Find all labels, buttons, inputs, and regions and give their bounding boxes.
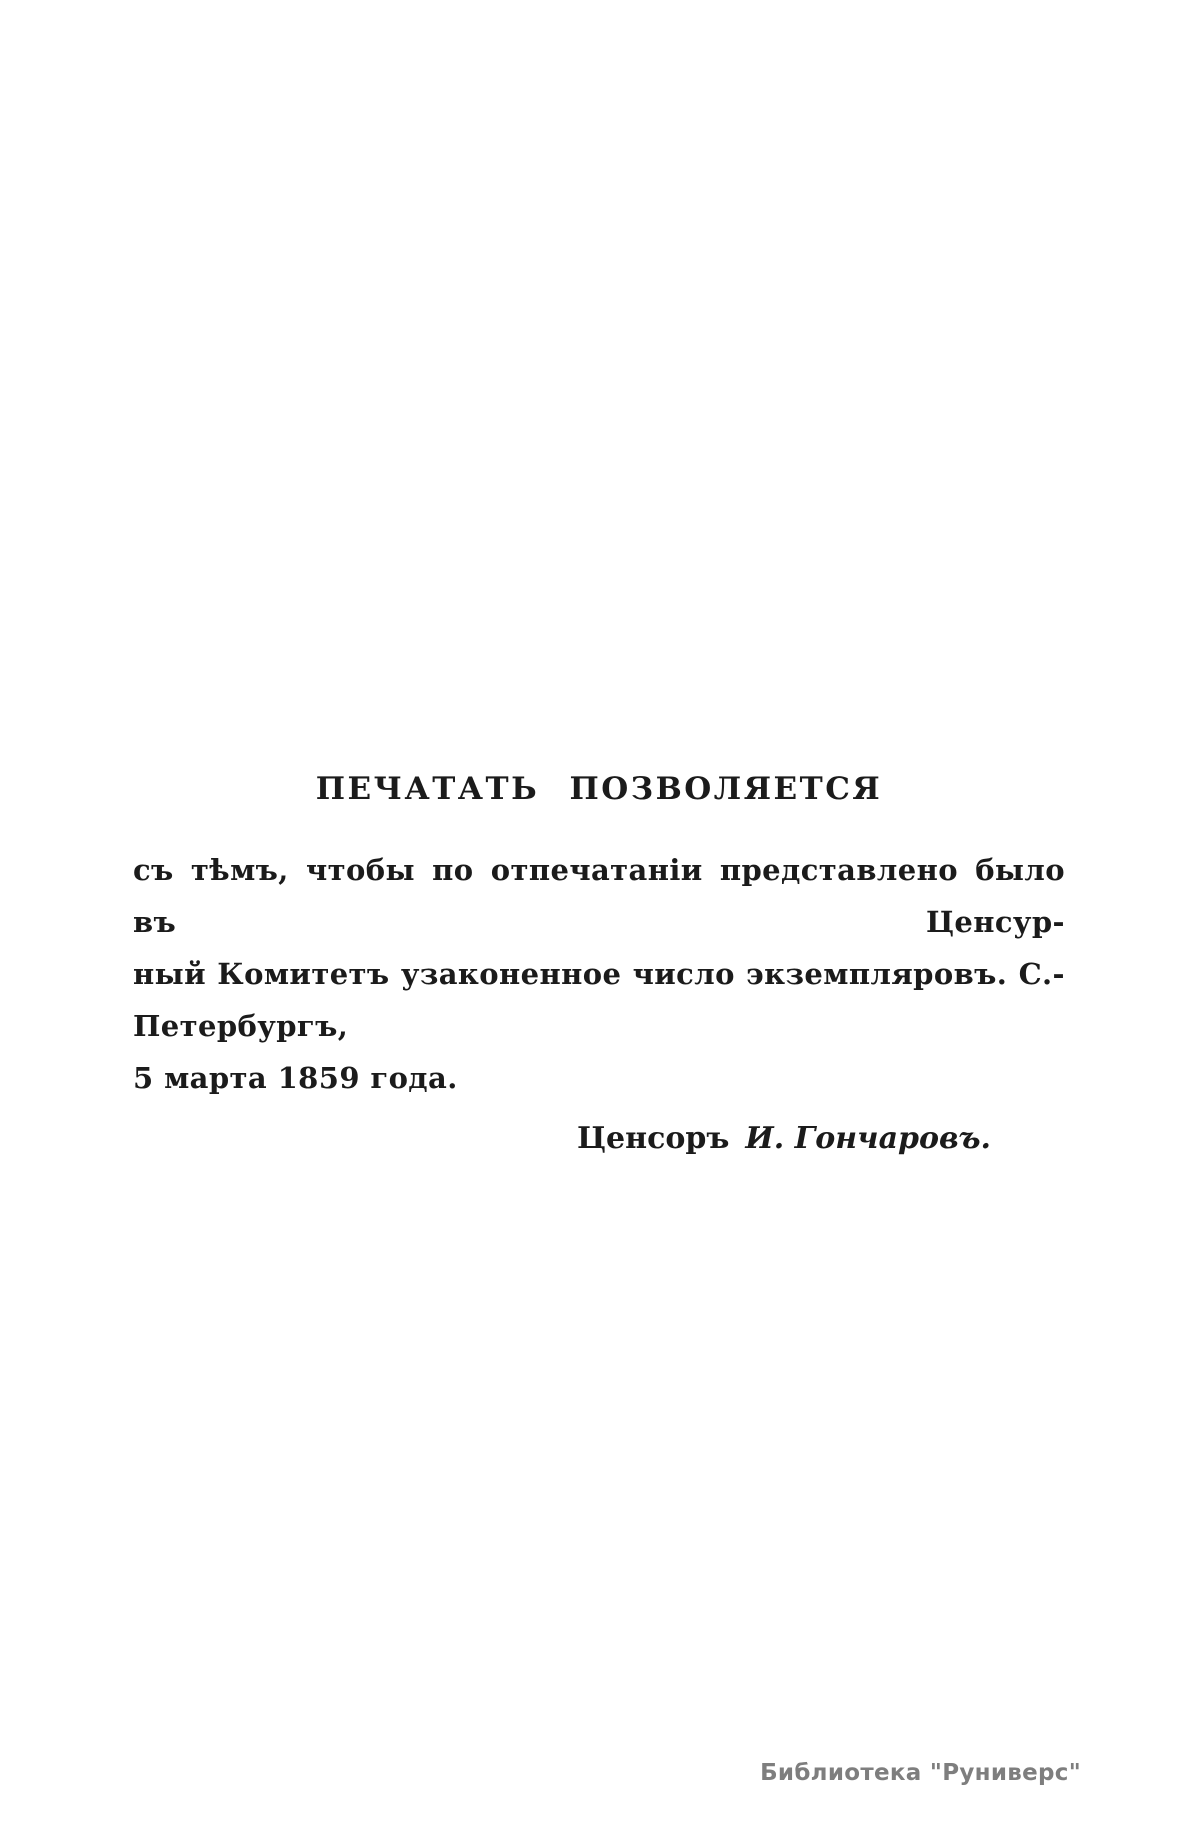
- imprimatur-text-block: [133, 770, 1065, 1160]
- paragraph-line: 5 марта 1859 года.: [133, 1061, 458, 1095]
- imprimatur-paragraph: [133, 844, 1065, 1104]
- censor-signature-line: [133, 1118, 1065, 1160]
- censor-role-label: Ценсоръ: [577, 1121, 730, 1156]
- library-watermark: Библиотека "Руниверс": [760, 1760, 1081, 1786]
- censor-name: И. Гончаровъ.: [745, 1121, 991, 1156]
- paragraph-line: ный Комитетъ узаконенное число экземпляровъ. С.-Петербургъ,: [133, 957, 1065, 1043]
- imprimatur-heading: ПЕЧАТАТЬ ПОЗВОЛЯЕТСЯ: [315, 771, 883, 807]
- paragraph-line: съ тѣмъ, чтобы по отпечатаніи представлено было въ Ценсур-: [133, 853, 1065, 939]
